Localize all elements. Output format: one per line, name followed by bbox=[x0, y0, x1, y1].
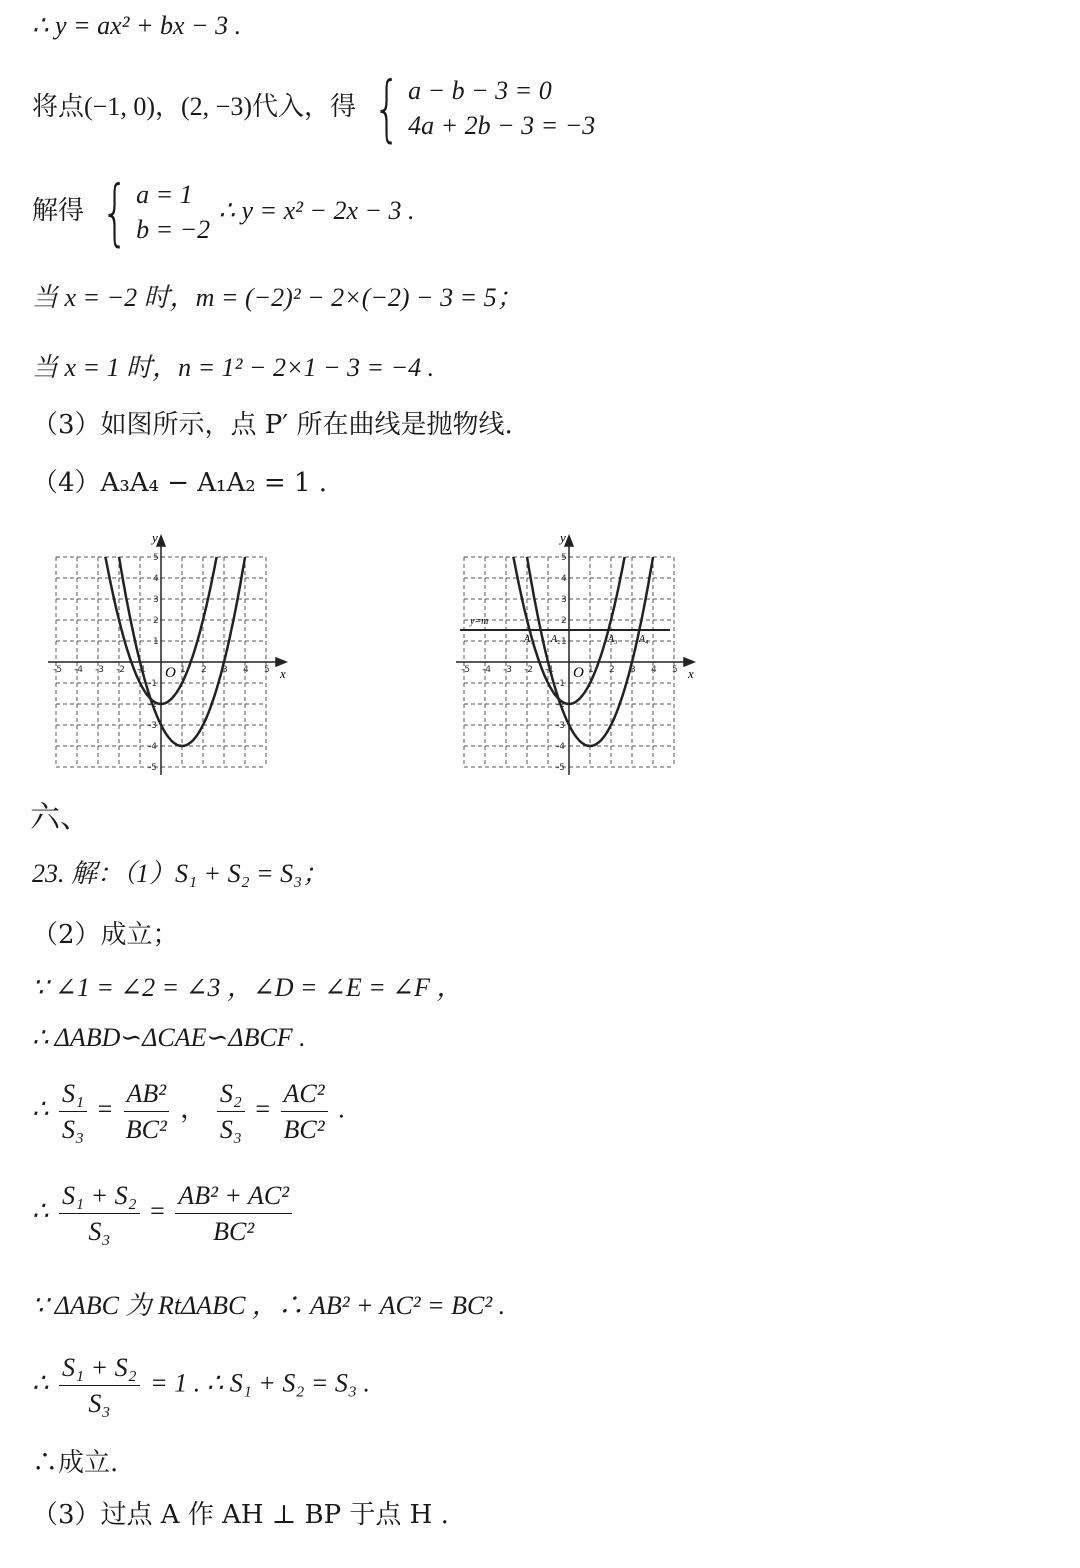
x-tick: 4 bbox=[243, 665, 249, 675]
denominator: BC² bbox=[213, 1217, 255, 1247]
section-heading: 六、 bbox=[30, 800, 90, 835]
point-a1-label: A₁ bbox=[524, 634, 534, 645]
therefore-icon: ∴ bbox=[32, 1094, 49, 1124]
x-tick: 3 bbox=[222, 665, 228, 675]
y-tick: 1 bbox=[561, 637, 567, 647]
x-tick: 1 bbox=[588, 665, 594, 675]
system2-eq2: b = −2 bbox=[136, 215, 211, 244]
y-tick: -3 bbox=[148, 721, 157, 731]
because-line-1: ∵ ∠1 = ∠2 = ∠3 ，∠D = ∠E = ∠F ， bbox=[32, 973, 463, 1002]
line3-prefix: 解得 bbox=[32, 196, 85, 226]
system1-eq2: 4a + 2b − 3 = −3 bbox=[408, 111, 596, 140]
y-tick: 4 bbox=[153, 574, 159, 584]
denominator: S₃ bbox=[88, 1217, 111, 1247]
x-axis-label: x bbox=[688, 666, 694, 681]
y-axis-label: y bbox=[560, 530, 566, 545]
y-tick: -4 bbox=[556, 742, 565, 752]
brace-icon: { bbox=[373, 66, 401, 150]
x-tick: -2 bbox=[116, 665, 125, 675]
graph-right bbox=[448, 530, 708, 780]
line-y-equals-m-label: y=m bbox=[470, 616, 489, 627]
q23-line-1: 23. 解：（1）S₁ + S₂ = S₃； bbox=[32, 859, 329, 888]
text-line-6: （3）如图所示，点 P′ 所在曲线是抛物线. bbox=[32, 410, 513, 440]
y-tick: -5 bbox=[556, 763, 565, 773]
origin-label: O bbox=[573, 665, 584, 681]
text-line-1: ∴ y = ax² + bx − 3 . bbox=[32, 11, 242, 40]
holds-line: ∴成立. bbox=[32, 1448, 119, 1478]
y-tick: 4 bbox=[561, 574, 567, 584]
fraction-ab2-bc2 bbox=[123, 1078, 170, 1145]
x-tick: 1 bbox=[180, 665, 186, 675]
because-line-2: ∵ ΔABC 为 RtΔABC ，∴ AB² + AC² = BC² . bbox=[32, 1291, 506, 1320]
x-tick: 5 bbox=[672, 665, 678, 675]
x-tick: -4 bbox=[74, 665, 83, 675]
line3-suffix: ∴ y = x² − 2x − 3 . bbox=[218, 196, 415, 225]
y-tick: 3 bbox=[561, 595, 567, 605]
fraction-s2-s3 bbox=[217, 1078, 245, 1145]
therefore-line-1: ∴ ΔABD∽ΔCAE∽ΔBCF . bbox=[32, 1023, 306, 1052]
therefore-icon: ∴ bbox=[32, 1196, 49, 1226]
x-tick: -5 bbox=[461, 665, 470, 675]
denominator: S₃ bbox=[219, 1115, 242, 1145]
x-tick: -2 bbox=[524, 665, 533, 675]
x-tick: 3 bbox=[630, 665, 636, 675]
line2-suffix: 代入，得 bbox=[252, 92, 357, 122]
y-tick: 2 bbox=[153, 616, 159, 626]
y-tick: -1 bbox=[556, 679, 565, 689]
x-tick: 2 bbox=[609, 665, 615, 675]
y-tick: -1 bbox=[148, 679, 157, 689]
y-tick: 1 bbox=[153, 637, 159, 647]
brace-icon: { bbox=[101, 170, 129, 254]
numerator: AB² + AC² bbox=[175, 1180, 292, 1214]
fraction-sum-s3-2 bbox=[59, 1352, 140, 1419]
denominator: S₃ bbox=[88, 1389, 111, 1419]
numerator: S₁ bbox=[59, 1078, 87, 1112]
numerator: AB² bbox=[124, 1078, 170, 1112]
y-tick: 5 bbox=[153, 553, 159, 563]
text-line-3 bbox=[32, 170, 415, 254]
x-tick: -3 bbox=[95, 665, 104, 675]
therefore-icon: ∴ bbox=[32, 1368, 49, 1398]
fraction-line-1: ∴ $\frac{\text{S₁}}{\text{S₃}}$ = $\frac{\text{AB²}}{\text{BC²}}$ ， $\frac{\text{S₂}}{\text{S₃}}$ = $\frac{\text{AC²}}{\text{BC²}}$ . bbox=[32, 1079, 345, 1145]
x-tick: 5 bbox=[264, 665, 270, 675]
text-line-5: 当 x = 1 时，n = 1² − 2×1 − 3 = −4 . bbox=[32, 353, 435, 382]
line2-prefix: 将点 bbox=[32, 92, 85, 122]
axes-left bbox=[48, 536, 286, 775]
equation-system-1 bbox=[364, 66, 596, 150]
y-tick: -4 bbox=[148, 742, 157, 752]
point-a3-label: A₃ bbox=[608, 634, 618, 645]
x-tick: -5 bbox=[53, 665, 62, 675]
denominator: BC² bbox=[125, 1115, 167, 1145]
fraction-sum-s3 bbox=[59, 1180, 140, 1247]
fraction-ab2ac2-bc2 bbox=[175, 1180, 292, 1247]
x-tick: 4 bbox=[651, 665, 657, 675]
y-tick: 3 bbox=[153, 595, 159, 605]
fraction-s1-s3 bbox=[59, 1078, 87, 1145]
q23-line-3: （3）过点 A 作 AH ⊥ BP 于点 H . bbox=[32, 1500, 449, 1530]
x-tick: -4 bbox=[482, 665, 491, 675]
denominator: BC² bbox=[283, 1115, 325, 1145]
line2-mid: ， bbox=[155, 92, 182, 122]
text-line-7: （4）A₃A₄ − A₁A₂ = 1 . bbox=[32, 468, 328, 498]
y-tick: -2 bbox=[556, 700, 565, 710]
y-tick: -3 bbox=[556, 721, 565, 731]
system2-eq1: a = 1 bbox=[136, 179, 193, 209]
numerator: AC² bbox=[281, 1078, 328, 1112]
text-line-2 bbox=[32, 66, 596, 150]
y-axis-label: y bbox=[152, 530, 158, 545]
point-a4-label: A₄ bbox=[639, 634, 649, 645]
text-line-4: 当 x = −2 时，m = (−2)² − 2×(−2) − 3 = 5； bbox=[32, 283, 523, 312]
axes-right bbox=[456, 536, 694, 775]
fraction-line-3-suffix: = 1 . ∴ S₁ + S₂ = S₃ . bbox=[150, 1368, 370, 1398]
fraction-line-3 bbox=[32, 1352, 370, 1419]
x-axis-label: x bbox=[280, 666, 286, 681]
point-1: (−1, 0) bbox=[84, 92, 155, 121]
y-tick: 5 bbox=[561, 553, 567, 563]
fraction-ac2-bc2 bbox=[281, 1078, 328, 1145]
fraction-line-2: ∴ $\frac{\text{S₁ + S₂}}{\text{S₃}}$ = $\frac{\text{AB² + AC²}}{\text{BC²}}$ bbox=[32, 1180, 296, 1247]
y-tick: -2 bbox=[148, 700, 157, 710]
point-2: (2, −3) bbox=[181, 92, 252, 121]
x-tick: -1 bbox=[545, 665, 554, 675]
x-tick: 2 bbox=[201, 665, 207, 675]
q23-line-2: （2）成立； bbox=[32, 920, 179, 950]
graph-left bbox=[40, 530, 300, 780]
x-tick: -3 bbox=[503, 665, 512, 675]
x-tick: -1 bbox=[137, 665, 146, 675]
equation-system-2 bbox=[92, 170, 211, 254]
y-tick: 2 bbox=[561, 616, 567, 626]
system1-eq1: a − b − 3 = 0 bbox=[408, 75, 552, 105]
numerator: S₂ bbox=[217, 1078, 245, 1112]
point-a2-label: A₂ bbox=[551, 634, 561, 645]
numerator: S₁ + S₂ bbox=[59, 1180, 140, 1214]
numerator: S₁ + S₂ bbox=[59, 1352, 140, 1386]
denominator: S₃ bbox=[62, 1115, 85, 1145]
origin-label: O bbox=[165, 665, 176, 681]
y-tick: -5 bbox=[148, 763, 157, 773]
